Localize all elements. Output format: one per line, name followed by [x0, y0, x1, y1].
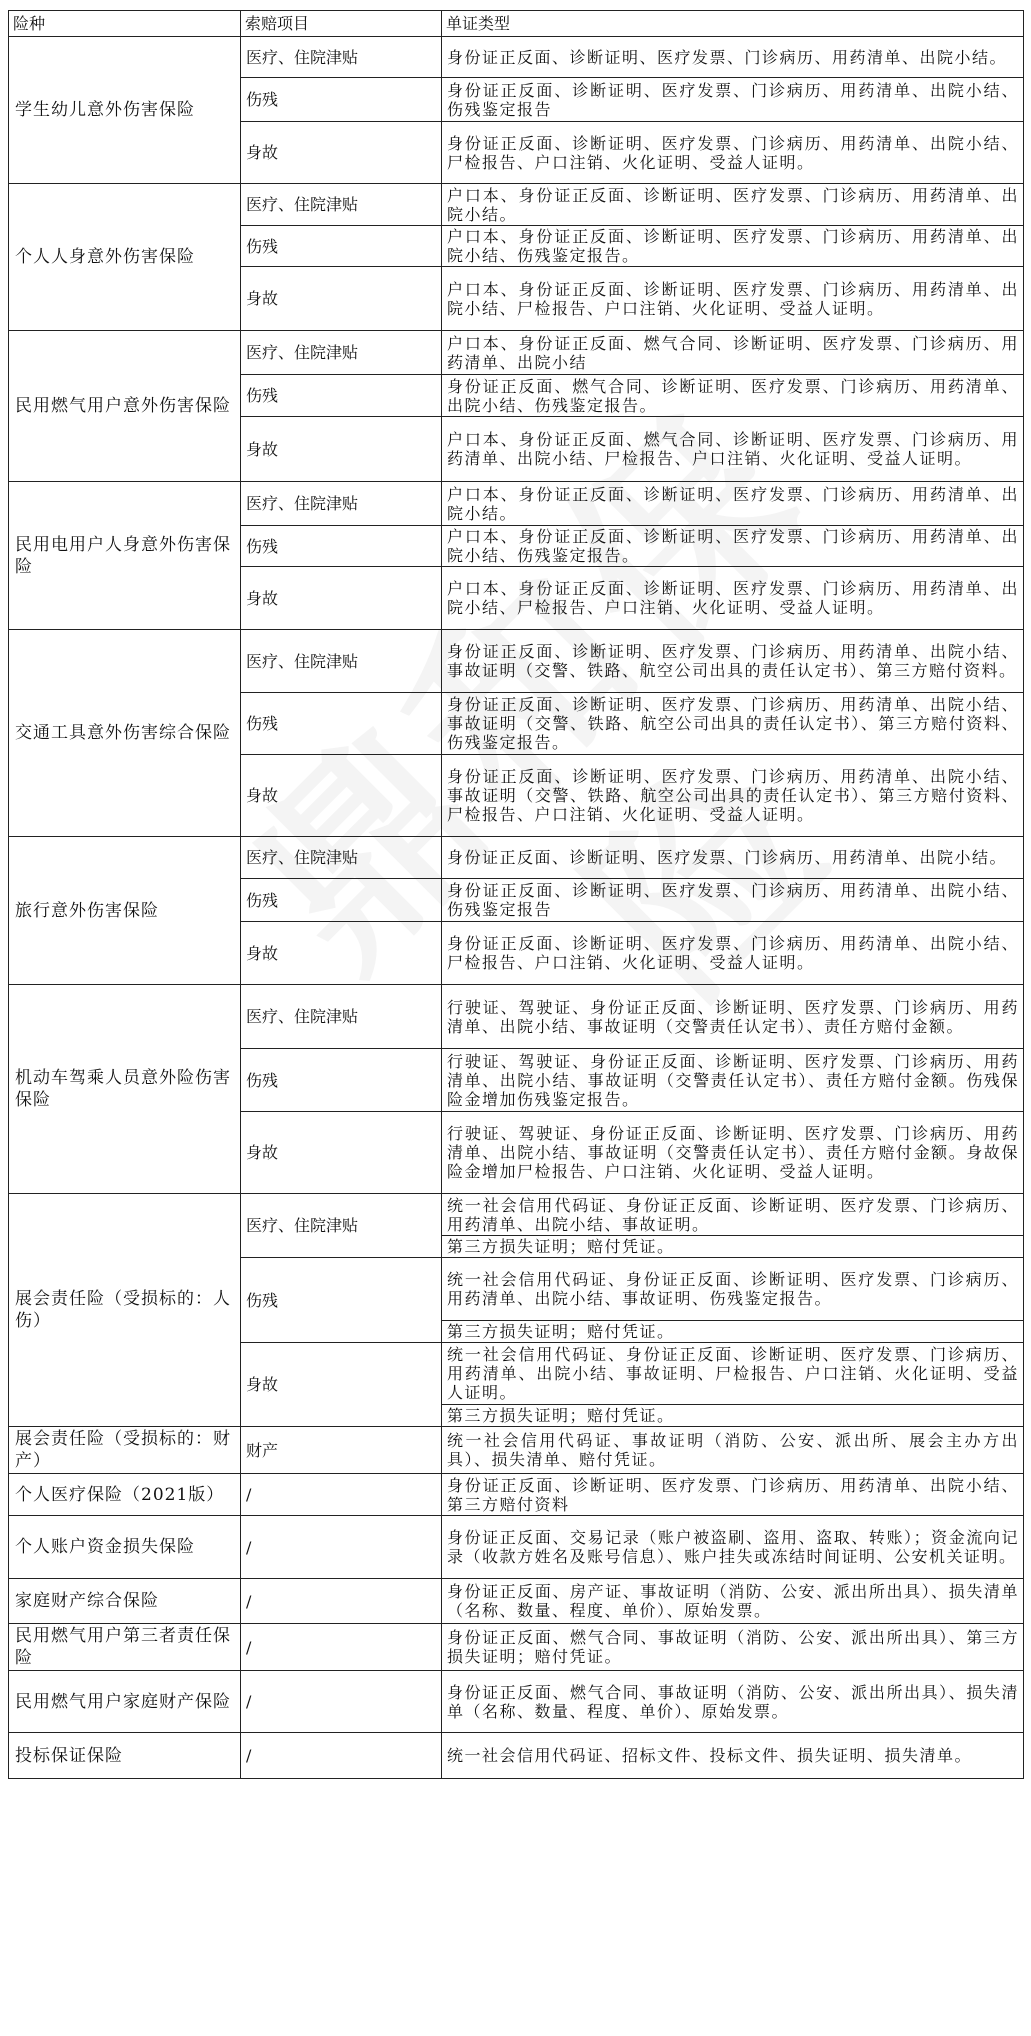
header-document-type: 单证类型 [442, 11, 1024, 37]
insurance-type-cell: 民用燃气用户家庭财产保险 [9, 1671, 241, 1733]
documents-cell: 第三方损失证明；赔付凭证。 [442, 1405, 1024, 1427]
claim-item-cell: 身故 [241, 922, 442, 985]
claim-item-cell: / [241, 1474, 442, 1516]
claim-item-cell: 身故 [241, 1112, 442, 1194]
claim-item-cell: 身故 [241, 567, 442, 630]
table-row [9, 1671, 1024, 1733]
documents-cell: 户口本、身份证正反面、诊断证明、医疗发票、门诊病历、用药清单、出院小结、伤残鉴定报告。 [442, 226, 1024, 267]
header-claim-item: 索赔项目 [241, 11, 442, 37]
documents-cell: 身份证正反面、诊断证明、医疗发票、门诊病历、用药清单、出院小结。 [442, 837, 1024, 879]
documents-cell: 第三方损失证明；赔付凭证。 [442, 1236, 1024, 1258]
documents-cell: 身份证正反面、诊断证明、医疗发票、门诊病历、用药清单、出院小结、伤残鉴定报告 [442, 78, 1024, 122]
claim-item-cell: 身故 [241, 122, 442, 184]
table-row [9, 1579, 1024, 1624]
claim-item-cell: 伤残 [241, 78, 442, 122]
insurance-type-cell: 交通工具意外伤害综合保险 [9, 630, 241, 837]
claim-item-cell: 医疗、住院津贴 [241, 184, 442, 226]
documents-cell: 统一社会信用代码证、身份证正反面、诊断证明、医疗发票、门诊病历、用药清单、出院小结、事故证明、伤残鉴定报告。 [442, 1258, 1024, 1321]
insurance-type-cell: 个人医疗保险（2021版） [9, 1474, 241, 1516]
claim-item-cell: / [241, 1671, 442, 1733]
insurance-type-cell: 展会责任险（受损标的：人伤） [9, 1194, 241, 1427]
documents-cell: 第三方损失证明；赔付凭证。 [442, 1321, 1024, 1343]
documents-cell: 统一社会信用代码证、事故证明（消防、公安、派出所、展会主办方出具）、损失清单、赔付凭证。 [442, 1427, 1024, 1474]
claim-item-cell: 医疗、住院津贴 [241, 1194, 442, 1258]
insurance-type-cell: 旅行意外伤害保险 [9, 837, 241, 985]
insurance-type-cell: 个人账户资金损失保险 [9, 1516, 241, 1579]
insurance-type-cell: 民用电用户人身意外伤害保险 [9, 482, 241, 630]
insurance-type-cell: 个人人身意外伤害保险 [9, 184, 241, 331]
claim-item-cell: 伤残 [241, 375, 442, 417]
claim-item-cell: / [241, 1516, 442, 1579]
claim-item-cell: 医疗、住院津贴 [241, 630, 442, 693]
table-row [9, 630, 1024, 693]
claim-item-cell: 医疗、住院津贴 [241, 482, 442, 526]
claim-item-cell: 伤残 [241, 226, 442, 267]
documents-cell: 户口本、身份证正反面、诊断证明、医疗发票、门诊病历、用药清单、出院小结。 [442, 184, 1024, 226]
claim-item-cell: 医疗、住院津贴 [241, 985, 442, 1049]
documents-cell: 户口本、身份证正反面、诊断证明、医疗发票、门诊病历、用药清单、出院小结、伤残鉴定报告。 [442, 526, 1024, 567]
documents-cell: 户口本、身份证正反面、诊断证明、医疗发票、门诊病历、用药清单、出院小结、尸检报告、户口注销、火化证明、受益人证明。 [442, 267, 1024, 331]
insurance-type-cell: 民用燃气用户意外伤害保险 [9, 331, 241, 482]
insurance-type-cell: 家庭财产综合保险 [9, 1579, 241, 1624]
documents-cell: 身份证正反面、燃气合同、事故证明（消防、公安、派出所出具）、损失清单（名称、数量、程度、单价）、原始发票。 [442, 1671, 1024, 1733]
documents-cell: 统一社会信用代码证、身份证正反面、诊断证明、医疗发票、门诊病历、用药清单、出院小结、事故证明、尸检报告、户口注销、火化证明、受益人证明。 [442, 1343, 1024, 1405]
claim-item-cell: 财产 [241, 1427, 442, 1474]
table-row [9, 1733, 1024, 1779]
claim-item-cell: / [241, 1733, 442, 1779]
claim-item-cell: 伤残 [241, 1049, 442, 1112]
documents-cell: 身份证正反面、交易记录（账户被盗刷、盗用、盗取、转账）；资金流向记录（收款方姓名及账号信息）、账户挂失或冻结时间证明、公安机关证明。 [442, 1516, 1024, 1579]
documents-cell: 身份证正反面、诊断证明、医疗发票、门诊病历、用药清单、出院小结、第三方赔付资料 [442, 1474, 1024, 1516]
claim-item-cell: 身故 [241, 1343, 442, 1427]
table-row [9, 1474, 1024, 1516]
table-header-row [9, 11, 1024, 37]
documents-cell: 身份证正反面、诊断证明、医疗发票、门诊病历、用药清单、出院小结、事故证明（交警、铁路、航空公司出具的责任认定书）、第三方赔付资料、尸检报告、户口注销、火化证明、受益人证明。 [442, 755, 1024, 837]
claim-item-cell: 伤残 [241, 1258, 442, 1343]
claim-item-cell: 伤残 [241, 693, 442, 755]
documents-cell: 身份证正反面、诊断证明、医疗发票、门诊病历、用药清单、出院小结。 [442, 37, 1024, 78]
insurance-type-cell: 机动车驾乘人员意外险伤害保险 [9, 985, 241, 1194]
insurance-type-cell: 展会责任险（受损标的：财产） [9, 1427, 241, 1474]
documents-cell: 身份证正反面、诊断证明、医疗发票、门诊病历、用药清单、出院小结、尸检报告、户口注销、火化证明、受益人证明。 [442, 122, 1024, 184]
claim-documents-table [8, 10, 1024, 1779]
table-row [9, 1516, 1024, 1579]
claim-item-cell: 医疗、住院津贴 [241, 837, 442, 879]
documents-cell: 户口本、身份证正反面、诊断证明、医疗发票、门诊病历、用药清单、出院小结。 [442, 482, 1024, 526]
claim-item-cell: 医疗、住院津贴 [241, 331, 442, 375]
insurance-type-cell: 投标保证保险 [9, 1733, 241, 1779]
claim-item-cell: / [241, 1624, 442, 1671]
table-body [9, 37, 1024, 1779]
documents-cell: 身份证正反面、诊断证明、医疗发票、门诊病历、用药清单、出院小结、尸检报告、户口注销、火化证明、受益人证明。 [442, 922, 1024, 985]
table-row [9, 184, 1024, 226]
documents-cell: 户口本、身份证正反面、燃气合同、诊断证明、医疗发票、门诊病历、用药清单、出院小结 [442, 331, 1024, 375]
claim-item-cell: / [241, 1579, 442, 1624]
table-row [9, 482, 1024, 526]
table-row [9, 37, 1024, 78]
claim-item-cell: 伤残 [241, 526, 442, 567]
documents-cell: 统一社会信用代码证、身份证正反面、诊断证明、医疗发票、门诊病历、用药清单、出院小结、事故证明。 [442, 1194, 1024, 1236]
documents-cell: 身份证正反面、诊断证明、医疗发票、门诊病历、用药清单、出院小结、事故证明（交警、铁路、航空公司出具的责任认定书）、第三方赔付资料。 [442, 630, 1024, 693]
table-row [9, 985, 1024, 1049]
claim-item-cell: 医疗、住院津贴 [241, 37, 442, 78]
documents-cell: 身份证正反面、燃气合同、诊断证明、医疗发票、门诊病历、用药清单、出院小结、伤残鉴定报告。 [442, 375, 1024, 417]
insurance-type-cell: 学生幼儿意外伤害保险 [9, 37, 241, 184]
table-row [9, 1427, 1024, 1474]
documents-cell: 行驶证、驾驶证、身份证正反面、诊断证明、医疗发票、门诊病历、用药清单、出院小结、事故证明（交警责任认定书）、责任方赔付金额。伤残保险金增加伤残鉴定报告。 [442, 1049, 1024, 1112]
documents-cell: 统一社会信用代码证、招标文件、投标文件、损失证明、损失清单。 [442, 1733, 1024, 1779]
table-row [9, 1624, 1024, 1671]
documents-cell: 身份证正反面、燃气合同、事故证明（消防、公安、派出所出具）、第三方损失证明；赔付凭证。 [442, 1624, 1024, 1671]
claim-item-cell: 身故 [241, 755, 442, 837]
insurance-type-cell: 民用燃气用户第三者责任保险 [9, 1624, 241, 1671]
claim-item-cell: 身故 [241, 267, 442, 331]
documents-cell: 户口本、身份证正反面、诊断证明、医疗发票、门诊病历、用药清单、出院小结、尸检报告、户口注销、火化证明、受益人证明。 [442, 567, 1024, 630]
documents-cell: 户口本、身份证正反面、燃气合同、诊断证明、医疗发票、门诊病历、用药清单、出院小结、尸检报告、户口注销、火化证明、受益人证明。 [442, 417, 1024, 482]
claim-item-cell: 身故 [241, 417, 442, 482]
claim-documents-table-container [8, 10, 1023, 1779]
table-row [9, 837, 1024, 879]
claim-item-cell: 伤残 [241, 879, 442, 922]
table-row [9, 1194, 1024, 1236]
documents-cell: 身份证正反面、房产证、事故证明（消防、公安、派出所出具）、损失清单（名称、数量、程度、单价）、原始发票。 [442, 1579, 1024, 1624]
table-row [9, 331, 1024, 375]
documents-cell: 身份证正反面、诊断证明、医疗发票、门诊病历、用药清单、出院小结、事故证明（交警、铁路、航空公司出具的责任认定书）、第三方赔付资料、伤残鉴定报告。 [442, 693, 1024, 755]
documents-cell: 行驶证、驾驶证、身份证正反面、诊断证明、医疗发票、门诊病历、用药清单、出院小结、事故证明（交警责任认定书）、责任方赔付金额。 [442, 985, 1024, 1049]
documents-cell: 行驶证、驾驶证、身份证正反面、诊断证明、医疗发票、门诊病历、用药清单、出院小结、事故证明（交警责任认定书）、责任方赔付金额。身故保险金增加尸检报告、户口注销、火化证明、受益人证明。 [442, 1112, 1024, 1194]
header-insurance-type: 险种 [9, 11, 241, 37]
documents-cell: 身份证正反面、诊断证明、医疗发票、门诊病历、用药清单、出院小结、伤残鉴定报告 [442, 879, 1024, 922]
